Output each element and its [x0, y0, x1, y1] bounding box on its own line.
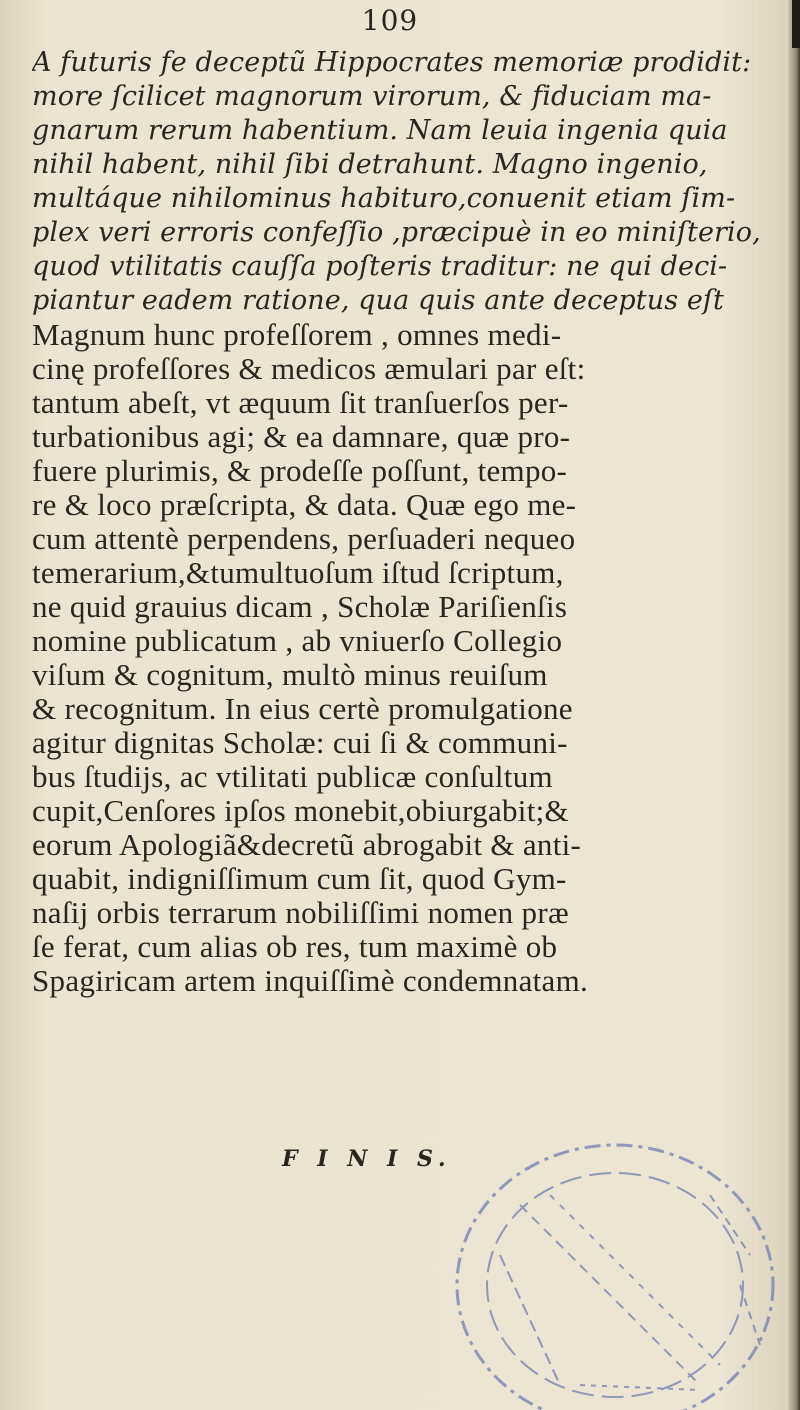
- text-line: nomine publicatum , ab vniuerſo Collegio: [32, 624, 563, 658]
- text-line: & recognitum. In eius certè promulgatione: [32, 692, 573, 726]
- text-line: fuere plurimis, & prodeſſe poſſunt, tempo-: [32, 454, 568, 488]
- text-line: cupit,Cenſores ipſos monebit,obiurgabit;&: [32, 794, 569, 828]
- text-line: piantur eadem ratione, qua quis ante deceptus eſt: [32, 285, 724, 316]
- text-line: cinę profeſſores & medicos æmulari par eſt:: [32, 352, 586, 386]
- text-line: naſij orbis terrarum nobiliſſimi nomen præ: [32, 896, 569, 930]
- text-line: bus ſtudijs, ac vtilitati publicæ conſultum: [32, 760, 553, 794]
- text-line: turbationibus agi; & ea damnare, quæ pro-: [32, 420, 571, 454]
- text-line: quabit, indigniſſimum cum ſit, quod Gym-: [32, 862, 567, 896]
- text-line: viſum & cognitum, multò minus reuiſum: [32, 658, 548, 692]
- text-line: tantum abeſt, vt æquum ſit tranſuerſos per-: [32, 386, 569, 420]
- text-line: temerarium,&tumultuoſum iſtud ſcriptum,: [32, 556, 564, 590]
- text-line: ſe ferat, cum alias ob res, tum maximè ob: [32, 930, 558, 964]
- text-line: more ſcilicet magnorum virorum, & fiduciam ma-: [32, 81, 712, 112]
- text-line: gnarum rerum habentium. Nam leuia ingenia quia: [32, 115, 728, 146]
- text-block: [32, 46, 780, 998]
- text-line: quod vtilitatis cauſſa poſteris traditur: ne qui deci-: [32, 251, 728, 282]
- text-line: eorum Apologiã&decretũ abrogabit & anti-: [32, 828, 582, 862]
- text-line: agitur dignitas Scholæ: cui ſi & communi-: [32, 726, 568, 760]
- text-line: A futuris fe deceptũ Hippocrates memoriæ prodidit:: [32, 47, 752, 78]
- text-line: re & loco præſcripta, & data. Quæ ego me-: [32, 488, 577, 522]
- text-line: multáque nihilominus habituro,conuenit etiam ſim-: [32, 183, 736, 214]
- text-line: cum attentè perpendens, perſuaderi nequeo: [32, 522, 576, 556]
- page-edge-mark: [792, 0, 800, 48]
- text-line: ne quid grauius dicam , Scholæ Pariſienſis: [32, 590, 568, 624]
- page-edge: [788, 0, 800, 1410]
- text-line: Spagiricam artem inquiſſimè condemnatam.: [32, 964, 589, 998]
- page-number: 109: [361, 4, 419, 37]
- text-line: nihil habent, nihil ſibi detrahunt. Magno ingenio,: [32, 149, 708, 180]
- text-line: Magnum hunc profeſſorem , omnes medi-: [32, 318, 562, 352]
- text-line: plex veri erroris confeſſio ,præcipuè in eo miniſterio,: [32, 217, 761, 248]
- finis-label: F I N I S.: [282, 1146, 452, 1172]
- library-stamp-icon: [440, 1135, 780, 1410]
